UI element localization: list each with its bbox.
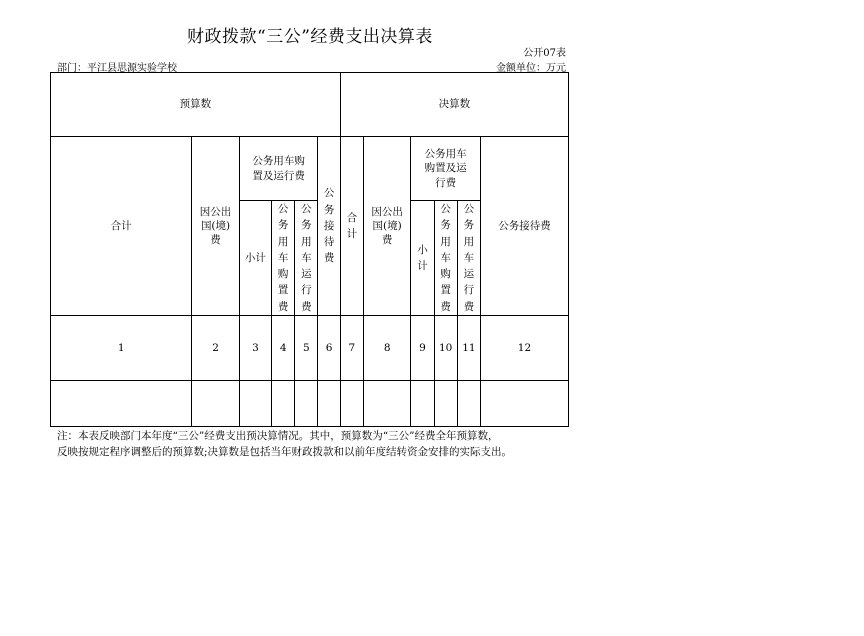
column-number: 7 (340, 315, 363, 380)
data-cell (434, 380, 457, 426)
actual-reception-header: 公务接待费 (480, 137, 568, 316)
data-row (51, 380, 569, 426)
budget-vehicle-group-header (239, 137, 318, 201)
column-number: 6 (318, 315, 340, 380)
actual-vehicle-operation-label: 公务用车运行费 (463, 203, 475, 313)
actual-vehicle-purchase-header (434, 201, 457, 316)
actual-vehicle-group-header (411, 137, 481, 201)
report-title: 财政拨款“三公”经费支出决算表 (187, 27, 433, 47)
column-number: 9 (411, 315, 434, 380)
budget-vehicle-operation-header (295, 201, 318, 316)
budget-vehicle-operation-label: 公务用车运行费 (301, 203, 312, 313)
budget-abroad-header (192, 137, 239, 316)
column-number: 12 (480, 315, 568, 380)
data-cell (295, 380, 318, 426)
actual-vehicle-operation-header (457, 201, 480, 316)
data-cell (51, 380, 192, 426)
column-number: 1 (51, 315, 192, 380)
actual-total-label: 合计 (346, 211, 358, 240)
column-number: 2 (192, 315, 239, 380)
department-label: 部门：平江县思源实验学校 (57, 63, 177, 74)
column-number: 8 (363, 315, 410, 380)
budget-abroad-label: 因公出国(境)费 (199, 205, 232, 247)
data-cell (192, 380, 239, 426)
actual-subtotal-header (411, 201, 434, 316)
column-number: 5 (295, 315, 318, 380)
header-row-categories (51, 137, 569, 201)
table-note (57, 428, 577, 460)
actual-vehicle-purchase-label: 公务用车购置费 (440, 203, 451, 313)
data-cell (457, 380, 480, 426)
budget-section-header: 预算数 (51, 73, 341, 137)
note-line: 注：本表反映部门本年度“三公”经费支出预决算情况。其中，预算数为“三公”经费全年预算数， (57, 430, 499, 442)
actual-subtotal-label: 小计 (417, 243, 428, 272)
budget-reception-header (318, 137, 340, 316)
data-cell (340, 380, 363, 426)
column-number: 3 (239, 315, 271, 380)
form-number: 公开07表 (523, 48, 566, 59)
column-number: 4 (272, 315, 295, 380)
actual-abroad-header (363, 137, 410, 316)
budget-vehicle-group-label: 公务用车购置及运行费 (252, 155, 305, 182)
actual-vehicle-group-label: 公务用车购置及运行费 (424, 148, 467, 189)
budget-subtotal-header (239, 201, 271, 316)
amount-unit-label: 金额单位：万元 (496, 63, 566, 74)
column-number-row (51, 315, 569, 380)
note-line: 反映按规定程序调整后的预算数;决算数是包括当年财政拨款和以前年度结转资金安排的实际支出。 (57, 446, 513, 458)
budget-total-header: 合计 (51, 137, 192, 316)
data-cell (480, 380, 568, 426)
data-cell (239, 380, 271, 426)
actual-abroad-label: 因公出国(境)费 (371, 205, 403, 247)
actual-total-header (340, 137, 363, 316)
data-cell (318, 380, 340, 426)
column-number: 10 (434, 315, 457, 380)
budget-subtotal-label: 小计 (244, 251, 266, 264)
column-number: 11 (457, 315, 480, 380)
header-row-sections (51, 73, 569, 137)
data-cell (363, 380, 410, 426)
data-cell (411, 380, 434, 426)
budget-vehicle-purchase-header (272, 201, 295, 316)
budget-reception-label: 公务接待费 (323, 187, 335, 265)
budget-vehicle-purchase-label: 公务用车购置费 (277, 203, 289, 313)
data-cell (272, 380, 295, 426)
actual-section-header: 决算数 (340, 73, 568, 137)
three-public-expense-table (50, 72, 569, 427)
